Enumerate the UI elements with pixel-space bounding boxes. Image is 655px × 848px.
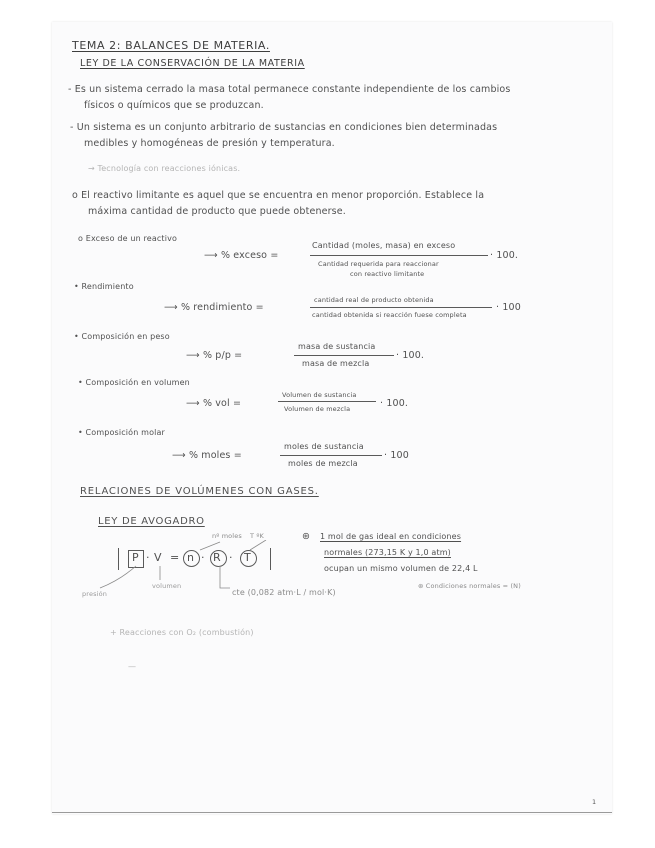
formula-denominator-molar: moles de mezcla: [288, 459, 358, 468]
faint-note-combustion: + Reacciones con O₂ (combustión): [110, 628, 254, 637]
formula-lhs-volume: ⟶ % vol =: [186, 398, 242, 409]
faint-note-ionic: → Tecnología con reacciones iónicas.: [88, 164, 241, 173]
page-title: TEMA 2: BALANCES DE MATERIA.: [72, 39, 270, 52]
annotation-pressure: presión: [82, 590, 107, 598]
formula-tail-molar: · 100: [384, 450, 409, 461]
formula-numerator-yield: cantidad real de producto obtenida: [314, 296, 434, 304]
paragraph-limiting-reagent-line2: máxima cantidad de producto que puede obtenerse.: [88, 206, 346, 217]
formula-denominator-excess: Cantidad requerida para reaccionar: [318, 260, 439, 268]
formula-denominator-weight: masa de mezcla: [302, 359, 370, 368]
formula-numerator-excess: Cantidad (moles, masa) en exceso: [312, 241, 456, 250]
paragraph-closed-system-line2: físicos o químicos que se produzcan.: [84, 100, 264, 111]
formula-numerator-molar: moles de sustancia: [284, 442, 364, 451]
equation-dot-3: ·: [229, 551, 233, 564]
avogadro-note-line1: 1 mol de gas ideal en condiciones: [320, 532, 462, 541]
equation-dot-1: ·: [146, 551, 150, 564]
annotation-constant: cte (0,082 atm·L / mol·K): [232, 588, 336, 597]
equation-r: R: [213, 551, 221, 564]
formula-numerator-volume: Volumen de sustancia: [282, 391, 357, 399]
faint-dash: —: [128, 662, 137, 671]
equation-n: n: [187, 551, 195, 564]
paragraph-system-def-line2: medibles y homogéneas de presión y temperatura.: [84, 138, 335, 149]
annotation-moles: nº moles: [212, 532, 242, 540]
avogadro-heading: LEY DE AVOGADRO: [98, 516, 205, 527]
equation-v: V: [154, 551, 162, 564]
annotation-volume: volumen: [152, 582, 182, 590]
formula-lhs-weight: ⟶ % p/p =: [186, 350, 243, 361]
normal-conditions-note: ⊛ Condiciones normales = (N): [418, 582, 521, 590]
section-label-yield: • Rendimiento: [74, 282, 134, 291]
section-label-volume: • Composición en volumen: [78, 378, 190, 387]
equation-equals: =: [170, 551, 180, 564]
fraction-bar-molar: [280, 455, 382, 456]
section-label-excess: o Exceso de un reactivo: [78, 234, 178, 243]
formula-denominator-yield: cantidad obtenida si reacción fuese completa: [312, 311, 467, 319]
formula-tail-volume: · 100.: [380, 398, 409, 409]
paragraph-system-def-line1: - Un sistema es un conjunto arbitrario de sustancias en condiciones bien determinadas: [70, 122, 498, 133]
gases-heading: RELACIONES DE VOLÚMENES CON GASES.: [80, 486, 319, 497]
formula-tail-yield: · 100: [496, 302, 521, 313]
formula-lhs-yield: ⟶ % rendimiento =: [164, 302, 264, 313]
formula-numerator-weight: masa de sustancia: [298, 342, 376, 351]
fraction-bar-excess: [310, 255, 488, 256]
page-number: 1: [592, 798, 597, 806]
formula-tail-excess: · 100.: [490, 250, 519, 261]
fraction-bar-yield: [310, 307, 492, 308]
equation-t: T: [244, 551, 251, 564]
avogadro-note-line3: ocupan un mismo volumen de 22,4 L: [324, 564, 478, 573]
formula-tail-weight: · 100.: [396, 350, 425, 361]
section-label-weight: • Composición en peso: [74, 332, 170, 341]
section-label-molar: • Composición molar: [78, 428, 165, 437]
formula-denominator2-excess: con reactivo limitante: [350, 270, 425, 278]
fraction-bar-weight: [294, 355, 394, 356]
equation-dot-2: ·: [201, 551, 205, 564]
paragraph-closed-system-line1: - Es un sistema cerrado la masa total permanece constante independiente de los cambios: [68, 84, 511, 95]
formula-lhs-excess: ⟶ % exceso =: [204, 250, 279, 261]
annotation-temperature: T ºK: [250, 532, 264, 540]
formula-denominator-volume: Volumen de mezcla: [284, 405, 351, 413]
page-subtitle: LEY DE LA CONSERVACIÓN DE LA MATERIA: [80, 58, 305, 69]
avogadro-note-line2: normales (273,15 K y 1,0 atm): [324, 548, 451, 557]
equation-p: P: [132, 551, 139, 564]
paragraph-limiting-reagent-line1: o El reactivo limitante es aquel que se encuentra en menor proporción. Establece la: [72, 190, 485, 201]
page-bottom-rule: [52, 812, 612, 813]
note-marker: ⊛: [302, 531, 311, 542]
formula-lhs-molar: ⟶ % moles =: [172, 450, 242, 461]
fraction-bar-volume: [278, 401, 376, 402]
